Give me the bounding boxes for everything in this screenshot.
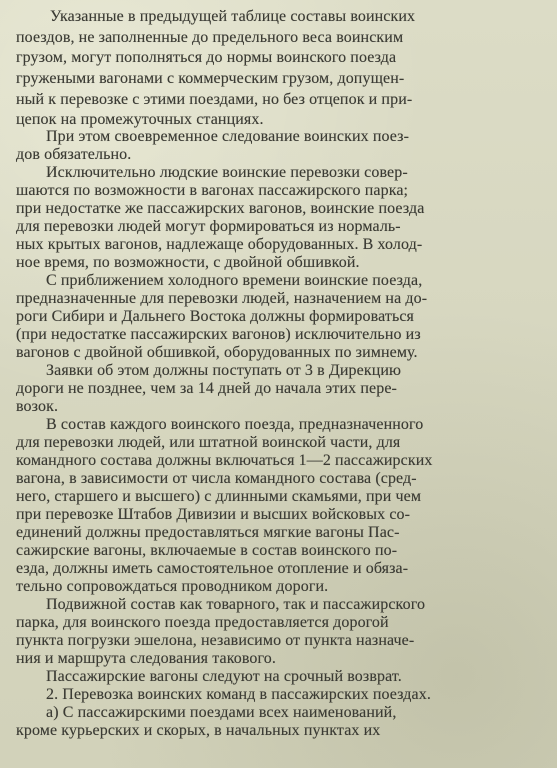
text-line: ное время, по возможности, с двойной обшивкой. xyxy=(16,254,360,271)
text-line: для перевозки людей, или штатной воинской части, для xyxy=(16,434,401,451)
text-line: В состав каждого воинского поезда, предназначенного xyxy=(46,416,424,433)
text-line: него, старшего и высшего) с длинными скамьями, при чем xyxy=(16,488,422,505)
text-line: вагона, в зависимости от числа командного состава (сред- xyxy=(16,470,417,487)
text-line: Исключительно людские воинские перевозки совер- xyxy=(46,164,408,181)
text-line: шаются по возможности в вагонах пассажирского парка; xyxy=(16,182,409,199)
text-line: езда, должны иметь самостоятельное отопление и обяза- xyxy=(16,560,409,577)
text-line: ных крытых вагонов, надлежаще оборудованных. В холод- xyxy=(16,236,423,253)
text-line: предназначенные для перевозки людей, назначением на до- xyxy=(16,290,428,307)
text-line: сажирские вагоны, включаемые в состав воинского по- xyxy=(16,542,398,559)
text-line: 2. Перевозка воинских команд в пассажирских поездах. xyxy=(46,686,431,703)
text-line: парка, для воинского поезда предоставляется дорогой xyxy=(16,614,389,631)
text-line: Заявки об этом должны поступать от 3 в Дирекцию xyxy=(46,362,402,379)
text-line: командного состава должны включаться 1—2 пассажирских xyxy=(16,452,433,469)
text-line: при недостатке же пассажирских вагонов, воинские поезда xyxy=(16,200,425,217)
text-line: вагонов с двойной обшивкой, оборудованных по зимнему. xyxy=(16,344,418,361)
text-line: дов обязательно. xyxy=(16,146,132,163)
text-line: тельно сопровождаться проводником дороги. xyxy=(16,578,329,595)
text-line: При этом своевременное следование воинских поез- xyxy=(46,128,410,145)
text-line: единений должны предоставляться мягкие вагоны Пас- xyxy=(16,524,400,541)
text-line: при перевозке Штабов Дивизии и высших войсковых со- xyxy=(16,506,411,523)
text-line: Указанные в предыдущей таблице составы воинских xyxy=(50,8,416,25)
text-line: роги Сибири и Дальнего Востока должны формироваться xyxy=(16,308,415,325)
text-line: Подвижной состав как товарного, так и пассажирского xyxy=(46,596,426,613)
text-line: поездов, не заполненные до предельного веса воинским xyxy=(16,29,404,46)
text-line: С приближением холодного времени воинские поезда, xyxy=(46,272,423,289)
text-line: гружеными вагонами с коммерческим грузом, допущен- xyxy=(16,70,405,87)
text-line: для перевозки людей могут формироваться из нормаль- xyxy=(16,218,401,235)
text-line: ный к перевозке с этими поездами, но без отцепок и при- xyxy=(16,91,413,108)
text-line: грузом, могут пополняться до нормы воинского поезда xyxy=(16,49,397,66)
text-line: цепок на промежуточных станциях. xyxy=(16,111,264,128)
text-line: Пассажирские вагоны следуют на срочный возврат. xyxy=(46,668,402,685)
text-line: ния и маршрута следования такового. xyxy=(16,650,276,667)
text-line: возок. xyxy=(16,398,59,415)
text-line: пункта погрузки эшелона, независимо от пункта назначе- xyxy=(16,632,415,649)
text-line: кроме курьерских и скорых, в начальных пунктах их xyxy=(16,722,381,739)
text-line: дороги не позднее, чем за 14 дней до начала этих пере- xyxy=(16,380,397,397)
text-line: (при недостатке пассажирских вагонов) исключительно из xyxy=(16,326,421,343)
text-line: а) С пассажирскими поездами всех наименований, xyxy=(46,704,397,721)
